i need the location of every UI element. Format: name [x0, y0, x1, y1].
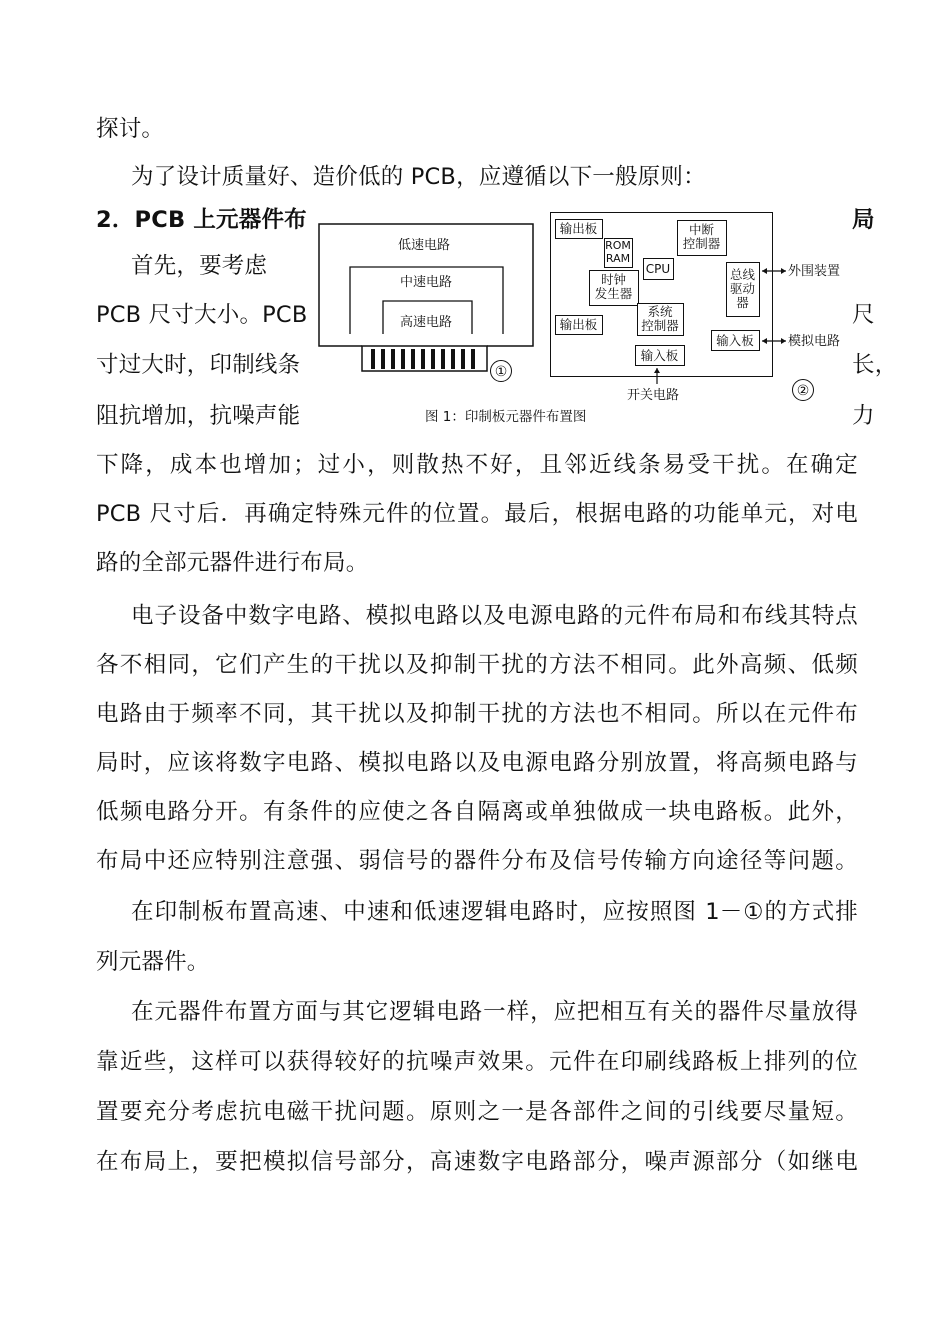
input-board-bottom-label: 输入板: [640, 348, 679, 363]
text-line: 各不相同，它们产生的干扰以及抑制干扰的方法不相同。此外高频、低频: [96, 652, 858, 678]
figure-caption: 图 1：印制板元器件布置图: [425, 409, 587, 425]
output-board-box-2: [555, 315, 603, 335]
connector-pin: [471, 349, 475, 369]
figure-marker-2: ②: [792, 379, 814, 401]
connector-pin: [451, 349, 455, 369]
input-board-right-label: 输入板: [716, 333, 754, 348]
system-controller-box: [637, 303, 684, 336]
text-line: 寸过大时，印制线条: [96, 352, 301, 378]
section-heading-end: 局: [852, 207, 875, 233]
text-line: 布局中还应特别注意强、弱信号的器件分布及信号传输方向途径等问题。: [96, 848, 858, 874]
text-line: 在元器件布置方面与其它逻辑电路一样，应把相互有关的器件尽量放得: [131, 999, 858, 1025]
text-line: 首先，要考虑: [131, 253, 268, 279]
text-line: 为了设计质量好、造价低的 PCB，应遵循以下一般原则：: [131, 164, 706, 190]
rom-ram-label: ROM RAM: [605, 239, 631, 265]
connector-pin: [441, 349, 445, 369]
bus-driver-box: [726, 262, 760, 317]
high-speed-label: 高速电路: [400, 315, 453, 330]
text-line: 电子设备中数字电路、模拟电路以及电源电路的元件布局和布线其特点: [131, 603, 858, 629]
output-board-box: [555, 219, 603, 239]
low-speed-label: 低速电路: [398, 238, 451, 253]
peripheral-label: 外围装置: [788, 264, 841, 279]
text-line-end: 尺: [852, 302, 875, 328]
text-line: 路的全部元器件进行布局。: [96, 550, 369, 576]
rom-ram-box: [604, 238, 633, 268]
text-line: PCB 尺寸大小。PCB: [96, 302, 308, 328]
text-line: 在印制板布置高速、中速和低速逻辑电路时，应按照图 1－①的方式排: [131, 899, 858, 925]
text-line: 局时，应该将数字电路、模拟电路以及电源电路分别放置，将高频电路与: [96, 750, 858, 776]
system-controller-label: 系统 控制器: [641, 304, 679, 333]
interrupt-controller-label: 中断 控制器: [682, 222, 721, 251]
connector-pin: [401, 349, 405, 369]
input-board-bottom-box: [635, 345, 685, 366]
connector-pin: [381, 349, 385, 369]
section-heading: 2．PCB 上元器件布: [96, 207, 307, 233]
connector-pin: [461, 349, 465, 369]
text-line: 靠近些，这样可以获得较好的抗噪声效果。元件在印刷线路板上排列的位: [96, 1049, 858, 1075]
text-line: 下降，成本也增加；过小，则散热不好，且邻近线条易受干扰。在确定: [96, 452, 858, 478]
analog-label: 模拟电路: [788, 334, 841, 349]
switch-label: 开关电路: [627, 388, 680, 403]
output-board-label-2: 输出板: [559, 317, 598, 332]
text-line: 低频电路分开。有条件的应使之各自隔离或单独做成一块电路板。此外，: [96, 799, 858, 825]
connector-pin: [371, 349, 375, 369]
text-line: PCB 尺寸后．再确定特殊元件的位置。最后，根据电路的功能单元，对电: [96, 501, 858, 527]
input-board-right-box: [711, 330, 760, 351]
text-line: 置要充分考虑抗电磁干扰问题。原则之一是各部件之间的引线要尽量短。: [96, 1099, 858, 1125]
mid-speed-label: 中速电路: [400, 275, 453, 290]
clock-generator-box: [589, 270, 639, 306]
connector-pin: [431, 349, 435, 369]
figure-marker-1: ①: [490, 360, 512, 382]
cpu-box: [643, 258, 674, 280]
text-line: 阻抗增加，抗噪声能: [96, 403, 301, 429]
connector-pin: [421, 349, 425, 369]
text-line: 探讨。: [96, 116, 165, 142]
interrupt-controller-box: [677, 220, 727, 256]
text-line: 列元器件。: [96, 949, 210, 975]
output-board-label: 输出板: [559, 221, 598, 236]
text-line: 电路由于频率不同，其干扰以及抑制干扰的方法也不相同。所以在元件布: [96, 701, 858, 727]
connector-pin: [411, 349, 415, 369]
text-line-end: 长，: [852, 352, 898, 378]
text-line: 在布局上，要把模拟信号部分，高速数字电路部分，噪声源部分（如继电: [96, 1149, 858, 1175]
text-line-end: 力: [852, 403, 875, 429]
cpu-label: CPU: [645, 262, 671, 276]
bus-driver-label: 总线 驱动 器: [729, 267, 755, 310]
connector-pin: [391, 349, 395, 369]
clock-generator-label: 时钟 发生器: [594, 272, 633, 301]
